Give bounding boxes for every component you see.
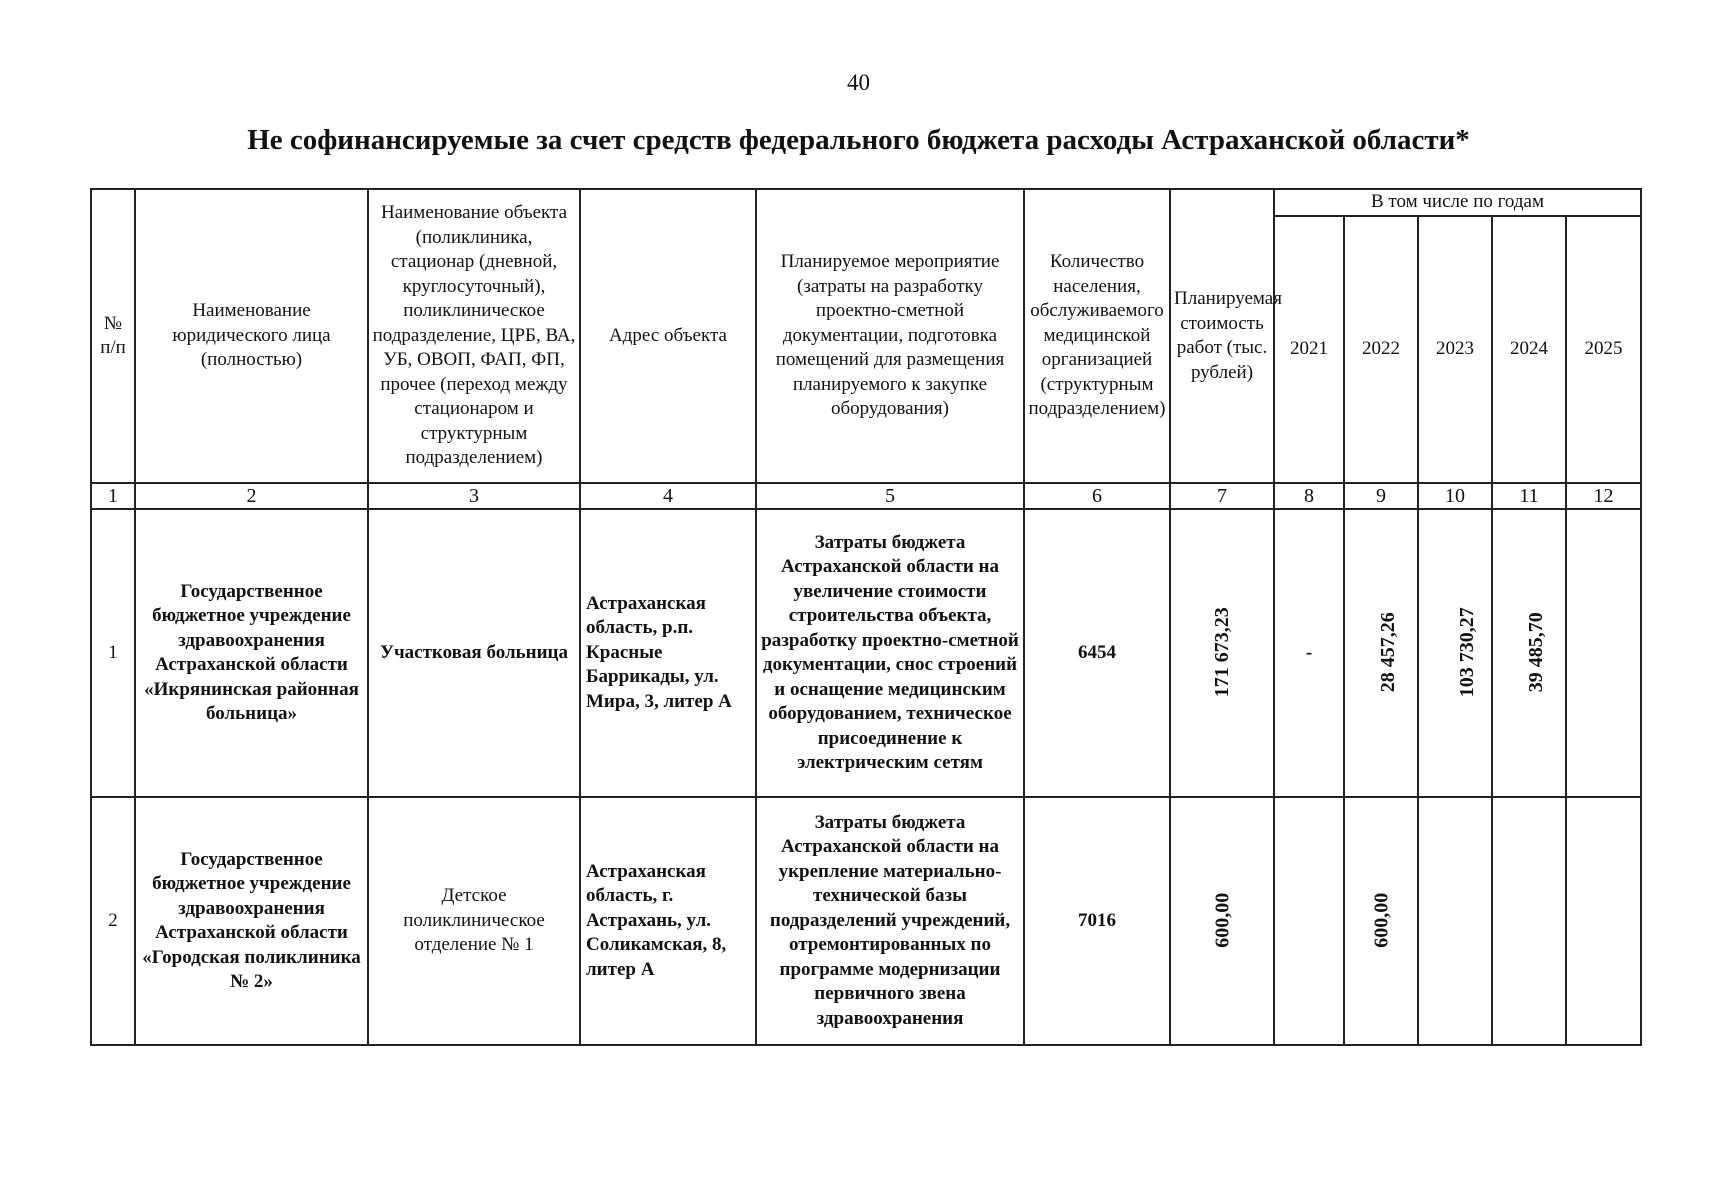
document-title: Не софинансируемые за счет средств федерального бюджета расходы Астраханской области*	[247, 124, 1470, 156]
year-2023-cell	[1418, 509, 1492, 797]
population-cell: 6454	[1024, 509, 1170, 797]
activity-cell: Затраты бюджета Астраханской области на укрепление материально-технической базы подразделений учреждений, отремонтированных по программе модернизации первичного звена здравоохранения	[756, 797, 1024, 1045]
address-cell: Астраханская область, г. Астрахань, ул. Соликамская, 8, литер А	[580, 797, 756, 1045]
header-by-years: В том числе по годам	[1274, 189, 1641, 216]
column-number: 5	[756, 483, 1024, 509]
object-name-cell: Участковая больница	[368, 509, 580, 797]
column-number: 8	[1274, 483, 1344, 509]
header-row	[91, 189, 1641, 216]
header-population: Количество населения, обслуживаемого медицинской организацией (структурным подразделением)	[1024, 189, 1170, 483]
cost-value: 600,00	[1210, 893, 1233, 948]
column-number: 1	[91, 483, 135, 509]
table-row	[91, 797, 1641, 1045]
cost-cell	[1170, 797, 1274, 1045]
activity-cell: Затраты бюджета Астраханской области на увеличение стоимости строительства объекта, разработку проектно-сметной документации, снос строений и оснащение медицинским оборудованием, техническое присоединение к электрическим сетям	[756, 509, 1024, 797]
row-number: 1	[91, 509, 135, 797]
column-number: 12	[1566, 483, 1641, 509]
year-2022-value: 28 457,26	[1376, 612, 1399, 693]
header-object-name: Наименование объекта (поликлиника, стационар (дневной, круглосуточный), поликлиническое подразделение, ЦРБ, ВА, УБ, ОВОП, ФАП, ФП, прочее (переход между стационаром и структурным подразделением)	[368, 189, 580, 483]
legal-entity-cell: Государственное бюджетное учреждение здравоохранения Астраханской области «Икрянинская районная больница»	[135, 509, 368, 797]
address-cell: Астраханская область, р.п. Красные Баррикады, ул. Мира, 3, литер А	[580, 509, 756, 797]
year-2022-value: 600,00	[1369, 893, 1392, 948]
expenses-table	[90, 188, 1642, 1046]
row-number: 2	[91, 797, 135, 1045]
column-number: 7	[1170, 483, 1274, 509]
header-address: Адрес объекта	[580, 189, 756, 483]
population-cell: 7016	[1024, 797, 1170, 1045]
column-number: 6	[1024, 483, 1170, 509]
header-num: № п/п	[91, 189, 135, 483]
page-number: 40	[847, 70, 870, 95]
header-year-2025: 2025	[1566, 216, 1641, 484]
year-2025-cell	[1566, 797, 1641, 1045]
year-2023-value: 103 730,27	[1455, 607, 1478, 698]
header-year-2022: 2022	[1344, 216, 1418, 484]
header-activity: Планируемое мероприятие (затраты на разработку проектно-сметной документации, подготовка помещений для размещения планируемого к закупке оборудования)	[756, 189, 1024, 483]
column-number: 10	[1418, 483, 1492, 509]
header-year-2021: 2021	[1274, 216, 1344, 484]
year-2022-cell	[1344, 797, 1418, 1045]
year-2021-cell: -	[1274, 509, 1344, 797]
legal-entity-cell: Государственное бюджетное учреждение здравоохранения Астраханской области «Городская поликлиника № 2»	[135, 797, 368, 1045]
column-number: 11	[1492, 483, 1566, 509]
header-year-2024: 2024	[1492, 216, 1566, 484]
column-number: 3	[368, 483, 580, 509]
table-row	[91, 509, 1641, 797]
column-numbers-row	[91, 483, 1641, 509]
year-2024-cell	[1492, 509, 1566, 797]
year-2025-cell	[1566, 509, 1641, 797]
year-2023-cell	[1418, 797, 1492, 1045]
column-number: 2	[135, 483, 368, 509]
year-2022-cell	[1344, 509, 1418, 797]
header-cost: Планируемая стоимость работ (тыс. рублей)	[1170, 189, 1274, 483]
year-2021-cell	[1274, 797, 1344, 1045]
year-2024-value: 39 485,70	[1524, 612, 1547, 693]
object-name-cell: Детское поликлиническое отделение № 1	[368, 797, 580, 1045]
cost-value: 171 673,23	[1210, 607, 1233, 698]
column-number: 9	[1344, 483, 1418, 509]
column-number: 4	[580, 483, 756, 509]
header-year-2023: 2023	[1418, 216, 1492, 484]
header-legal-entity: Наименование юридического лица (полностью)	[135, 189, 368, 483]
year-2024-cell	[1492, 797, 1566, 1045]
cost-cell	[1170, 509, 1274, 797]
